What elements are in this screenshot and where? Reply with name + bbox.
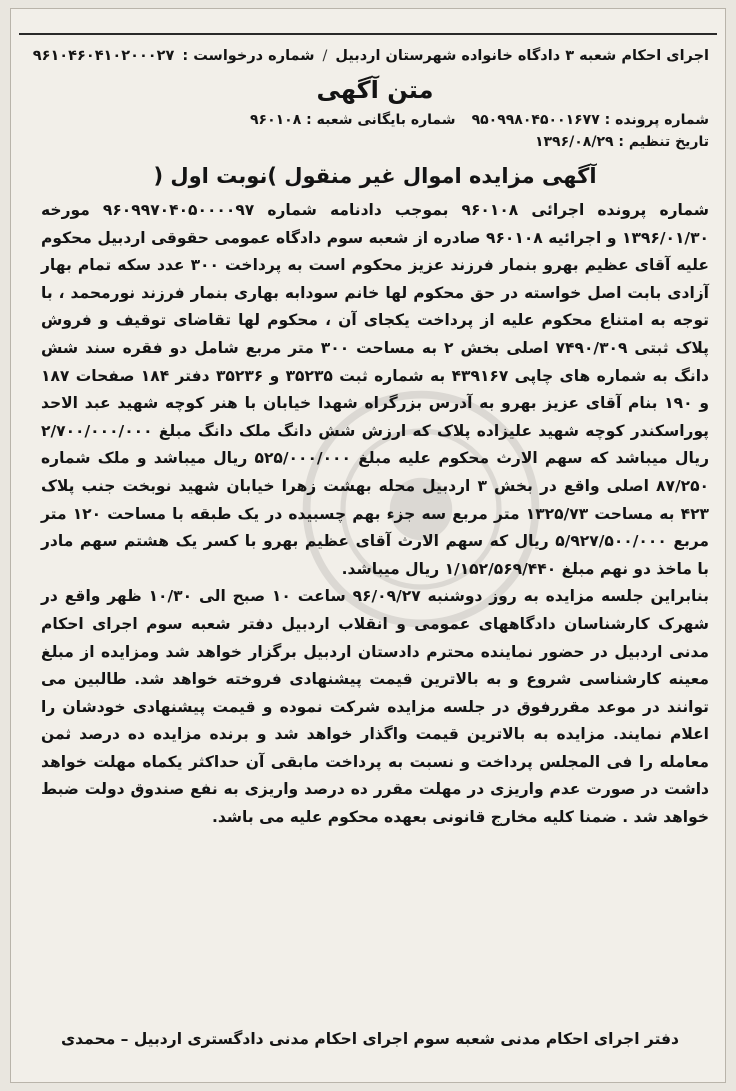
request-label: شماره درخواست : [182, 48, 315, 64]
body-paragraph: شماره پرونده اجرائی ۹۶۰۱۰۸ بموجب دادنامه شماره ۹۶۰۹۹۷۰۴۰۵۰۰۰۰۹۷ مورخه ۱۳۹۶/۰۱/۳۰ و اجرائیه ۹۶۰۱۰۸ صادره از شعبه سوم دادگاه عمومی حقوقی اردبیل محکوم علیه آقای عظیم بهرو بنمار فرزند عزیز محکوم است به پرداخت ۳۰۰ عدد سکه تمام بهار آزادی بابت اصل خواسته در حق محکوم لها خانم سودابه بهاری بنمار فرزند نورمحمد ، با توجه به امتناع محکوم علیه از پرداخت یکجای آن ، محکوم لها تقاضای توقیف و فروش پلاک ثبتی ۷۴۹۰/۳۰۹ اصلی بخش ۲ به مساحت ۳۰۰ متر مربع شامل دو فقره سند شش دانگ به شماره های چاپی ۴۳۹۱۶۷ به شماره ثبت ۳۵۲۳۵ و ۳۵۲۳۶ دفتر ۱۸۴ صفحات ۱۸۷ و ۱۹۰ بنام آقای عزیز بهرو به آدرس بزرگراه شهدا خیابان با هنر کوچه شهید عبد الاحد پوراسکندر کوچه شهید علیزاده پلاک که ارزش شش دانگ ملک دانگ مبلغ ۲/۷۰۰/۰۰۰/۰۰۰ ریال میباشد که سهم الارث محکوم علیه مبلغ ۵۲۵/۰۰۰/۰۰۰ ریال میباشد و ملک شماره ۸۷/۲۵۰ اصلی واقع در بخش ۳ اردبیل محله بهشت زهرا خیابان شهید نوبخت جنب پلاک ۴۲۳ به مساحت ۱۳۲۵/۷۳ متر مربع سه جزء بهم چسبیده در یک طبقه با مساحت ۱۲۰ متر مربع ۵/۹۲۷/۵۰۰/۰۰۰ ریال که سهم الارث آقای عظیم بهرو با کسر یک هشتم سهم مادر با ماخذ دو نهم مبلغ ۱/۱۵۲/۵۶۹/۴۴۰ ریال میباشد. [41, 201, 710, 578]
issue-date: ۱۳۹۶/۰۸/۲۹ [534, 134, 614, 150]
archive-number-label: شماره بایگانی شعبه : [306, 112, 456, 128]
top-rule [19, 33, 717, 35]
court-name: اجرای احکام شعبه ۳ دادگاه خانواده شهرستان اردبیل [335, 48, 709, 64]
header-separator: / [322, 48, 328, 64]
date-label: تاریخ تنظیم : [618, 134, 709, 150]
newspaper-clipping [10, 8, 726, 1083]
document-title: متن آگهی [316, 76, 434, 104]
case-numbers-line [41, 109, 709, 131]
request-number: ۹۶۱۰۴۶۰۴۱۰۲۰۰۰۲۷ [32, 48, 175, 64]
header-line [32, 45, 709, 67]
auction-headline: آگهی مزایده اموال غیر منقول )نوبت اول ( [153, 164, 597, 188]
file-number-label: شماره پرونده : [604, 112, 709, 128]
signature-footer: دفتر اجرای احکام مدنی شعبه سوم اجرای احکام مدنی دادگستری اردبیل – محمدی [60, 1030, 680, 1048]
archive-number: ۹۶۰۱۰۸ [250, 112, 302, 128]
issue-date-line [41, 131, 709, 153]
notice-document [32, 45, 710, 832]
file-number: ۹۵۰۹۹۸۰۴۵۰۰۱۶۷۷ [471, 112, 600, 128]
body-paragraph: بنابراین جلسه مزایده به روز دوشنبه ۹۶/۰۹/۲۷ ساعت ۱۰ صبح الی ۱۰/۳۰ ظهر واقع در شهرک کارشناسان دادگاههای عمومی و انقلاب اردبیل دفتر شعبه سوم اجرای احکام مدنی اردبیل در حضور نماینده محترم دادستان اردبیل برگزار خواهد شد ومزایده از مبلغ معینه کارشناسی شروع و به بالاترین قیمت پیشنهادی فروخته خواهد شد. طالبین می توانند در موعد مقررفوق در جلسه مزایده شرکت نموده و قیمت پیشنهادی خودشان را اعلام نمایند. مزایده به بالاترین قیمت واگذار خواهد شد و برنده مزایده ده درصد ثمن معامله را فی المجلس پرداخت و نسبت به پرداخت مابقی آن حداکثر یکماه مهلت خواهد داشت در صورت عدم واریزی در مهلت مقرر ده درصد واریزی به نفع صندوق دولت ضبط خواهد شد . ضمنا کلیه مخارج قانونی بعهده محکوم علیه می باشد. [41, 587, 709, 827]
